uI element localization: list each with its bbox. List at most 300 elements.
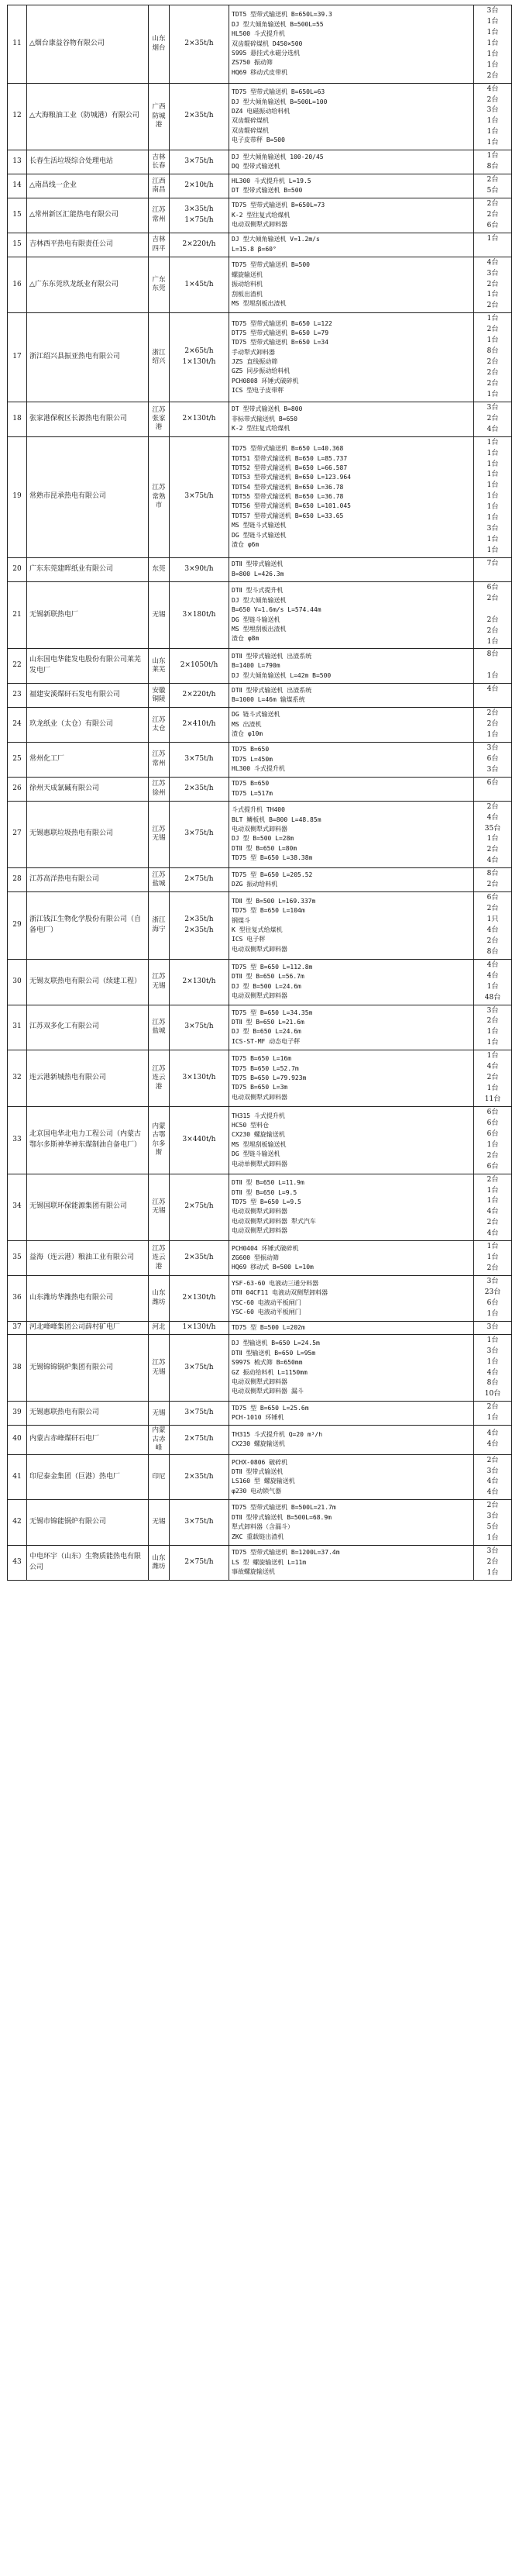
equipment-item: TD75 型带式输送机 B=1200L=37.4m	[232, 1549, 340, 1557]
equipment-list	[229, 1402, 474, 1426]
equipment-item: TD75 L=517m	[232, 789, 273, 797]
boiler-scale: 2×220t/h	[170, 233, 229, 257]
quantity-item: 1台	[486, 390, 499, 398]
table-row	[8, 198, 512, 233]
equipment-item: HL500 斗式提升机	[232, 30, 285, 38]
quantity-item: 1台	[486, 17, 499, 26]
location: 吉林四平	[149, 233, 170, 257]
quantity-list	[474, 1500, 512, 1546]
equipment-item: 电动双侧犁式卸料器	[232, 945, 287, 953]
quantity-item: 1台	[486, 50, 499, 58]
company-name: 连云港新城热电有限公司	[27, 1050, 149, 1107]
equipment-item: ZS750 振动筛	[232, 59, 273, 67]
boiler-scale: 3×75t/h	[170, 1005, 229, 1050]
equipment-list	[229, 581, 474, 649]
quantity-list	[474, 1426, 512, 1454]
equipment-item: DTⅡ 型 B=650 L=21.6m	[232, 1018, 304, 1026]
equipment-item: PCH0404 环锤式破碎机	[232, 1244, 299, 1252]
quantity-item: 4台	[486, 685, 499, 694]
quantity-list	[474, 198, 512, 233]
table-row	[8, 557, 512, 581]
boiler-scale: 2×130t/h	[170, 1276, 229, 1322]
quantity-item: 2台	[486, 95, 499, 104]
equipment-item: L=15.8 β=60°	[232, 245, 277, 253]
boiler-scale: 1×130t/h	[170, 1321, 229, 1334]
quantity-item: 4台	[486, 258, 499, 267]
equipment-item: HL300 斗式提升机	[232, 765, 285, 773]
quantity-item: 1台	[486, 128, 499, 136]
quantity-item: 4台	[486, 1368, 499, 1377]
quantity-item: 3台	[486, 1347, 499, 1355]
quantity-item: 48台	[484, 993, 501, 1002]
boiler-scale: 2×130t/h	[170, 402, 229, 436]
company-name: 印尼泰金集团（巨港）热电厂	[27, 1454, 149, 1500]
quantity-item: 2台	[486, 369, 499, 377]
equipment-item: LS 型 螺旋输送机 L=11m	[232, 1558, 307, 1566]
equipment-item: TD75 型带式输送机 B=500L=21.7m	[232, 1504, 336, 1512]
boiler-scale: 3×75t/h	[170, 150, 229, 174]
boiler-scale: 3×75t/h	[170, 1500, 229, 1546]
row-number: 29	[8, 892, 27, 960]
quantity-item	[476, 605, 509, 616]
equipment-item: DT 型带式输送机 B=800	[232, 405, 303, 413]
quantity-item: 3台	[486, 1322, 499, 1331]
quantity-list	[474, 1546, 512, 1581]
row-number: 36	[8, 1276, 27, 1322]
table-row	[8, 801, 512, 868]
equipment-item: S995 悬挂式永磁分选机	[232, 49, 301, 57]
company-name: 长春生活垃圾综合处理电站	[27, 150, 149, 174]
quantity-item: 1台	[486, 1197, 499, 1205]
equipment-item: 渣仓 φ8m	[232, 635, 260, 643]
quantity-item: 1台	[486, 460, 499, 468]
quantity-list	[474, 1106, 512, 1174]
location: 东莞	[149, 557, 170, 581]
company-name: 无锡惠联垃圾热电有限公司	[27, 801, 149, 868]
quantity-item: 1台	[486, 234, 499, 243]
quantity-list	[474, 257, 512, 313]
equipment-item: TD75 型 B=500 L=202m	[232, 1323, 305, 1331]
quantity-list	[474, 1050, 512, 1107]
boiler-scale: 2×35t/h	[170, 1241, 229, 1276]
quantity-item: 3台	[486, 1467, 499, 1475]
quantity-item: 2台	[486, 176, 499, 184]
quantity-list	[474, 1402, 512, 1426]
row-number: 16	[8, 257, 27, 313]
quantity-item: 10台	[484, 1390, 501, 1398]
equipment-item: HQ69 移动式皮带机	[232, 68, 288, 76]
equipment-item: φ230 电动锁气器	[232, 1487, 282, 1495]
equipment-item: B=650 V=1.6m/s L=574.44m	[232, 606, 321, 614]
location: 河北	[149, 1321, 170, 1334]
equipment-item: ICS-ST-MF 动态电子秤	[232, 1037, 301, 1045]
equipment-list	[229, 1500, 474, 1546]
company-name: 无锡新联热电厂	[27, 581, 149, 649]
quantity-list	[474, 5, 512, 84]
row-number: 42	[8, 1500, 27, 1546]
quantity-item: 2台	[486, 1403, 499, 1412]
company-name: △广东东莞玖龙纸业有限公司	[27, 257, 149, 313]
quantity-list	[474, 959, 512, 1005]
quantity-list	[474, 708, 512, 743]
quantity-item: 8台	[486, 947, 499, 956]
equipment-item: GZ5 同步振动给料机	[232, 367, 290, 375]
row-number: 41	[8, 1454, 27, 1500]
company-name: 中电环宇（山东）生物质能热电有限公司	[27, 1546, 149, 1581]
quantity-item: 1台	[486, 471, 499, 479]
company-name: 常熟市昆承热电有限公司	[27, 436, 149, 557]
quantity-item: 6台	[486, 583, 499, 591]
equipment-list	[229, 1050, 474, 1107]
quantity-item: 2台	[486, 1502, 499, 1510]
quantity-item: 1台	[486, 481, 499, 490]
table-row	[8, 150, 512, 174]
equipment-list	[229, 1321, 474, 1334]
equipment-item: TDT53 型带式输送机 B=650 L=123.964	[232, 474, 351, 481]
quantity-item: 1台	[486, 315, 499, 323]
quantity-item: 1台	[486, 139, 499, 147]
equipment-item: DJ 型输送机 B=650 L=24.5m	[232, 1340, 320, 1347]
row-number: 15	[8, 233, 27, 257]
quantity-item: 6台	[486, 778, 499, 787]
quantity-item: 1台	[486, 514, 499, 522]
table-row	[8, 1241, 512, 1276]
quantity-item: 2台	[486, 379, 499, 388]
quantity-item: 2台	[486, 280, 499, 288]
equipment-item: 电动双侧犁式卸料器	[232, 1227, 287, 1235]
quantity-item: 3台	[486, 1547, 499, 1556]
equipment-item: TD75 B=650	[232, 780, 270, 788]
equipment-list	[229, 557, 474, 581]
quantity-item: 6台	[486, 1298, 499, 1307]
row-number: 25	[8, 742, 27, 777]
table-row	[8, 233, 512, 257]
table-row	[8, 83, 512, 150]
equipment-item: 电动双侧犁式卸料器	[232, 992, 287, 1000]
equipment-item: 电动双侧犁式卸料器	[232, 221, 287, 229]
boiler-scale: 3×75t/h	[170, 436, 229, 557]
quantity-item: 2台	[486, 1017, 499, 1026]
quantity-list	[474, 1454, 512, 1500]
quantity-item: 3台	[486, 403, 499, 412]
equipment-item: TDT5 型带式输送机 B=650L=39.3	[232, 11, 332, 19]
company-name: 无锡锦锦锅炉集团有限公司	[27, 1334, 149, 1402]
equipment-item: DT75 型带式输送机 B=650 L=79	[232, 329, 329, 336]
boiler-scale: 3×90t/h	[170, 557, 229, 581]
equipment-item: 渣仓 φ10m	[232, 730, 263, 738]
quantity-item: 35台	[484, 824, 501, 833]
table-row	[8, 777, 512, 801]
quantity-item: 1台	[486, 1028, 499, 1036]
row-number: 26	[8, 777, 27, 801]
quantity-item: 1台	[486, 117, 499, 126]
quantity-item: 2台	[486, 616, 499, 624]
location: 吉林长春	[149, 150, 170, 174]
quantity-item: 4台	[486, 857, 499, 865]
equipment-item: TDT52 型带式输送机 B=650 L=66.587	[232, 464, 348, 471]
equipment-list	[229, 1005, 474, 1050]
quantity-item: 4台	[486, 960, 499, 969]
boiler-scale: 2×75t/h	[170, 868, 229, 892]
quantity-item: 1只	[486, 916, 499, 923]
quantity-item: 6台	[486, 1119, 499, 1127]
boiler-scale: 2×10t/h	[170, 174, 229, 198]
location: 江苏无锡	[149, 1174, 170, 1241]
table-row	[8, 1334, 512, 1402]
location: 山东潍坊	[149, 1546, 170, 1581]
quantity-item: 2台	[486, 210, 499, 219]
equipment-item: 非标带式输送机 B=650	[232, 415, 297, 422]
quantity-item: 8台	[486, 650, 499, 659]
table-row	[8, 1050, 512, 1107]
quantity-item: 2台	[486, 936, 499, 945]
equipment-item: S997S 梳式筛 B=650mm	[232, 1359, 303, 1367]
location: 山东潍坊	[149, 1276, 170, 1322]
equipment-item: DJ 型大倾角输送机 B=500L=100	[232, 98, 328, 105]
equipment-item: B=800 L=426.3m	[232, 570, 284, 578]
quantity-item: 1台	[486, 1140, 499, 1149]
quantity-item: 4台	[486, 1063, 499, 1071]
equipment-item: TD75 型带式输送机 B=650 L=122	[232, 319, 332, 327]
equipment-item: CX230 螺旋输送机	[232, 1440, 285, 1448]
table-row	[8, 436, 512, 557]
equipment-item: DG 链斗式输送机	[232, 711, 280, 719]
equipment-item: DJ 型 B=500 L=28m	[232, 835, 294, 843]
company-name: 无锡国联环保能源集团有限公司	[27, 1174, 149, 1241]
quantity-list	[474, 684, 512, 708]
quantity-item: 5台	[486, 187, 499, 195]
location: 江苏太仓	[149, 708, 170, 743]
equipment-list	[229, 1276, 474, 1322]
quantity-item: 4台	[486, 1229, 499, 1238]
equipment-list	[229, 5, 474, 84]
equipment-item: JZS 直线振动筛	[232, 358, 278, 366]
equipment-item: 振动给料机	[232, 281, 263, 288]
quantity-list	[474, 313, 512, 402]
quantity-item: 3台	[486, 106, 499, 115]
location: 江苏无锡	[149, 959, 170, 1005]
quantity-item: 2台	[486, 1074, 499, 1082]
equipment-item: TD75 B=650 L=3m	[232, 1084, 288, 1091]
equipment-item: TD75 型 B=650 L=104m	[232, 907, 305, 915]
equipment-item: DJ 型大倾角输送机 V=1.2m/s	[232, 236, 320, 243]
equipment-item: DTⅡ 型带式输送机 出渣系统	[232, 652, 312, 660]
equipment-item: 双齿辊碎煤机 D450×500	[232, 40, 303, 47]
row-number: 31	[8, 1005, 27, 1050]
row-number: 24	[8, 708, 27, 743]
quantity-list	[474, 801, 512, 868]
quantity-item: 2台	[486, 199, 499, 208]
row-number: 15	[8, 198, 27, 233]
equipment-list	[229, 1106, 474, 1174]
quantity-item: 4台	[486, 1208, 499, 1216]
equipment-list	[229, 959, 474, 1005]
equipment-item: TD75 B=650 L=79.923m	[232, 1074, 307, 1081]
quantity-item: 2台	[486, 626, 499, 635]
boiler-scale: 1×45t/h	[170, 257, 229, 313]
equipment-item: HC50 型料仓	[232, 1121, 270, 1129]
equipment-item: DJ 型大倾角输送机 B=500L=55	[232, 20, 324, 28]
quantity-item: 8台	[486, 870, 499, 878]
table-row	[8, 402, 512, 436]
row-number: 34	[8, 1174, 27, 1241]
row-number: 39	[8, 1402, 27, 1426]
quantity-list	[474, 174, 512, 198]
location: 江西南昌	[149, 174, 170, 198]
equipment-item: 电子皮带秤 B=500	[232, 136, 285, 144]
table-row	[8, 1174, 512, 1241]
quantity-list	[474, 1334, 512, 1402]
quantity-item: 1台	[486, 291, 499, 299]
quantity-item: 1台	[486, 1414, 499, 1422]
equipment-item: PCHX-0806 破碎机	[232, 1458, 288, 1466]
equipment-list	[229, 198, 474, 233]
equipment-item: DTⅡ 型带式输送机	[232, 1468, 284, 1476]
quantity-item: 2台	[486, 905, 499, 913]
location: 无锡	[149, 581, 170, 649]
equipment-item: 双齿辊碎煤机	[232, 126, 269, 134]
boiler-scale: 2×1050t/h	[170, 649, 229, 684]
quantity-item: 4台	[486, 1429, 499, 1438]
row-number: 35	[8, 1241, 27, 1276]
equipment-item: TD75 型 B=650 L=25.6m	[232, 1404, 309, 1412]
equipment-item: DTⅡ 型 B=650 L=56.7m	[232, 973, 304, 981]
table-row	[8, 1276, 512, 1322]
quantity-item: 6台	[486, 1108, 499, 1116]
company-name: 徐州天成氯碱有限公司	[27, 777, 149, 801]
quantity-item: 6台	[486, 754, 499, 763]
equipment-list	[229, 868, 474, 892]
location: 无锡	[149, 1402, 170, 1426]
equipment-item: TD75 型 B=650 L=112.8m	[232, 963, 313, 971]
row-number: 12	[8, 83, 27, 150]
row-number: 33	[8, 1106, 27, 1174]
boiler-scale: 2×35t/h	[170, 1454, 229, 1500]
company-name: 福建安溪煤矸石发电有限公司	[27, 684, 149, 708]
equipment-list	[229, 233, 474, 257]
equipment-item: DJ 型大倾角输送机 L=42m B=500	[232, 671, 332, 679]
location: 山东烟台	[149, 5, 170, 84]
company-name: 内蒙古赤峰煤矸石电厂	[27, 1426, 149, 1454]
quantity-item: 8台	[486, 1379, 499, 1388]
equipment-item: 双齿辊碎煤机	[232, 117, 269, 125]
equipment-item: ICS 型电子皮带秤	[232, 387, 284, 395]
table-row	[8, 1321, 512, 1334]
equipment-item: DJ 型 B=500 L=24.6m	[232, 982, 301, 990]
equipment-item: ZG600 型振动筛	[232, 1254, 279, 1261]
equipment-item: DT 型带式输送机 B=500	[232, 187, 303, 194]
equipment-item: MS 型埋刮板出渣机	[232, 626, 287, 633]
equipment-item: MS 型链斗式输送机	[232, 522, 287, 529]
quantity-item: 2台	[486, 720, 499, 729]
equipment-item: 电动单侧犁式卸料器	[232, 1160, 287, 1167]
equipment-item: DTⅡ 型斗式提升机	[232, 587, 284, 595]
equipment-item: DQ 型带式输送机	[232, 163, 280, 171]
equipment-item: DTⅡ 型带式输送机 B=500L=68.9m	[232, 1513, 332, 1521]
location: 江苏常州	[149, 742, 170, 777]
equipment-item: B=1400 L=790m	[232, 662, 280, 670]
equipment-item: DZ4 电磁振动给料机	[232, 107, 290, 115]
equipment-list	[229, 1241, 474, 1276]
quantity-item: 1台	[486, 492, 499, 501]
quantity-item: 2台	[486, 326, 499, 334]
table-row	[8, 959, 512, 1005]
quantity-item: 1台	[486, 982, 499, 991]
equipment-item: DTⅡ 04CF11 电液动双侧犁卸料器	[232, 1289, 328, 1297]
boiler-scale: 2×65t/h 1×130t/h	[170, 313, 229, 402]
row-number: 17	[8, 313, 27, 402]
equipment-item: DTⅡ 型 B=650 L=80m	[232, 844, 297, 852]
equipment-item: TD75 型带式输送机 B=650L=63	[232, 88, 325, 96]
equipment-item: 斗式提升机 TH400	[232, 806, 285, 814]
quantity-list	[474, 150, 512, 174]
equipment-item: TD75 型带式输送机 B=650 L=40.368	[232, 445, 344, 453]
quantity-item: 4台	[486, 84, 499, 93]
boiler-scale: 2×410t/h	[170, 708, 229, 743]
row-number: 23	[8, 684, 27, 708]
quantity-list	[474, 436, 512, 557]
equipment-item: DTⅡ 型 B=650 L=9.5	[232, 1188, 297, 1196]
quantity-item: 2台	[486, 594, 499, 602]
equipment-item: TDⅡ 型 B=500 L=169.337m	[232, 897, 316, 905]
equipment-item: B=1000 L=46m 输煤系统	[232, 696, 305, 704]
equipment-item: TD75 B=650	[232, 746, 270, 753]
quantity-item: 3台	[486, 743, 499, 752]
quantity-item: 2台	[486, 846, 499, 854]
company-name: 无锡市锦能锅炉有限公司	[27, 1500, 149, 1546]
equipment-item: LS160 型 螺旋输送机	[232, 1478, 295, 1485]
equipment-item: TD75 型 B=650 L=205.52	[232, 871, 313, 878]
equipment-item: PCH0808 环锤式破碎机	[232, 377, 299, 385]
quantity-item: 8台	[486, 347, 499, 356]
company-name: 河北峰峰集团公司薛村矿电厂	[27, 1321, 149, 1334]
quantity-item: 4台	[486, 1478, 499, 1486]
quantity-item: 6台	[486, 1129, 499, 1138]
equipment-item: TD75 L=450m	[232, 755, 273, 763]
boiler-scale: 2×75t/h	[170, 1546, 229, 1581]
row-number: 13	[8, 150, 27, 174]
location: 印尼	[149, 1454, 170, 1500]
quantity-item: 6台	[486, 1162, 499, 1171]
company-name: △大海粮油工业（防城港）有限公司	[27, 83, 149, 150]
quantity-item	[476, 570, 509, 581]
quantity-list	[474, 402, 512, 436]
equipment-item: DG 型链斗式输送机	[232, 531, 287, 539]
quantity-item: 1台	[486, 1254, 499, 1262]
location: 江苏盐城	[149, 1005, 170, 1050]
location: 山东莱芜	[149, 649, 170, 684]
row-number: 11	[8, 5, 27, 84]
boiler-scale: 3×130t/h	[170, 1050, 229, 1107]
company-name: △南昌线一企业	[27, 174, 149, 198]
boiler-scale: 3×180t/h	[170, 581, 229, 649]
equipment-item: 电动双侧犁式卸料器	[232, 1378, 287, 1385]
equipment-item: DG 型链斗输送机	[232, 1150, 280, 1158]
table-row	[8, 742, 512, 777]
equipment-list	[229, 150, 474, 174]
table-row	[8, 708, 512, 743]
company-name: 广东东莞建晖纸业有限公司	[27, 557, 149, 581]
table-row	[8, 1454, 512, 1500]
row-number: 21	[8, 581, 27, 649]
boiler-scale: 2×35t/h	[170, 5, 229, 84]
equipment-list	[229, 174, 474, 198]
quantity-item: 1台	[486, 503, 499, 512]
quantity-list	[474, 1276, 512, 1322]
equipment-list	[229, 708, 474, 743]
location: 浙江海宁	[149, 892, 170, 960]
quantity-item: 1台	[486, 672, 499, 681]
